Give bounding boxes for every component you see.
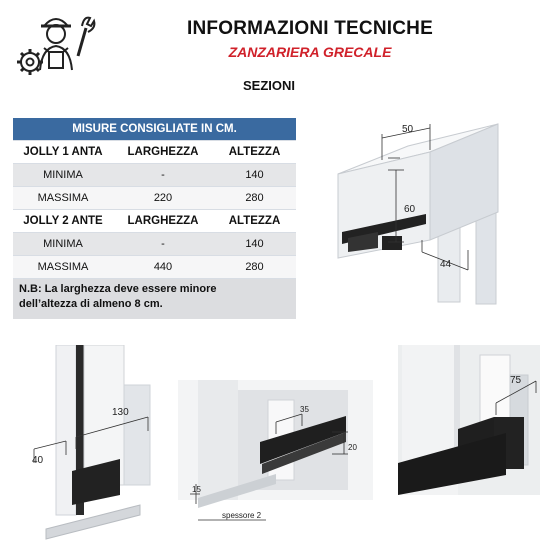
dim-left-label: 15 — [192, 485, 201, 494]
note-line: dell’altezza di almeno 8 cm. — [19, 298, 163, 310]
thickness-label: spessore 2 — [222, 511, 262, 520]
product-name: ZANZARIERA GRECALE — [228, 44, 392, 60]
note-box — [13, 279, 296, 319]
table-row — [13, 256, 296, 279]
row-height: 140 — [213, 164, 296, 187]
column-header-width: LARGHEZZA — [113, 141, 213, 164]
group-name: JOLLY 2 ANTE — [13, 210, 113, 233]
table-row — [13, 233, 296, 256]
dim-top-label: 50 — [402, 124, 414, 135]
middle-profile-diagram — [178, 380, 373, 540]
table-row — [13, 187, 296, 210]
dim-side-label: 60 — [404, 204, 416, 215]
left-profile-diagram — [20, 345, 170, 543]
table-row — [13, 164, 296, 187]
right-profile-diagram — [398, 345, 540, 495]
note-line: N.B: La larghezza deve essere minore — [19, 283, 217, 295]
dim-short-label: 40 — [32, 455, 44, 466]
row-width: - — [113, 233, 213, 256]
column-header-height: ALTEZZA — [213, 210, 296, 233]
dim-top-label: 75 — [510, 375, 522, 386]
row-width: 440 — [113, 256, 213, 279]
column-header-width: LARGHEZZA — [113, 210, 213, 233]
dim-top-label: 35 — [300, 405, 309, 414]
row-width: 220 — [113, 187, 213, 210]
dim-bottom-label: 44 — [440, 259, 452, 270]
row-height: 140 — [213, 233, 296, 256]
row-label: MASSIMA — [13, 187, 113, 210]
row-height: 280 — [213, 187, 296, 210]
table-caption: MISURE CONSIGLIATE IN CM. — [13, 118, 296, 141]
row-height: 280 — [213, 256, 296, 279]
row-width: - — [113, 164, 213, 187]
row-label: MASSIMA — [13, 256, 113, 279]
dim-right-label: 20 — [348, 443, 357, 452]
section-title: SEZIONI — [243, 78, 296, 93]
dimensions-table — [13, 118, 296, 279]
row-label: MINIMA — [13, 233, 113, 256]
top-profile-diagram — [318, 112, 540, 312]
row-label: MINIMA — [13, 164, 113, 187]
technician-gear-wrench-icon — [14, 8, 96, 80]
column-header-height: ALTEZZA — [213, 141, 296, 164]
dim-long-label: 130 — [112, 407, 129, 418]
group-name: JOLLY 1 ANTA — [13, 141, 113, 164]
page-title: INFORMAZIONI TECNICHE — [187, 18, 433, 39]
